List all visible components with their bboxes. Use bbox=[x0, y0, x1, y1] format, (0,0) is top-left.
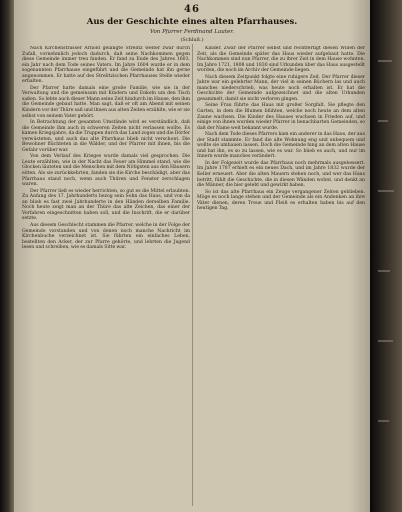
adjacent-text-fragment bbox=[378, 270, 390, 272]
article-subnote: (Schluß.) bbox=[180, 37, 204, 43]
adjacent-text-fragment bbox=[378, 340, 393, 342]
column-divider bbox=[192, 44, 193, 506]
text-column-right bbox=[197, 46, 365, 506]
article-byline: Von Pfarrer Ferdinand Lauter. bbox=[150, 29, 234, 35]
paragraph: Der Pfarrer hatte damals eine große Familie, wie sie in der Verwaltung und die gemeinsam mit Kindern und Enkeln um den Tisch saßen. So lebte auch dieser Mann seine Zeit hindurch im Hause, den ihm die Gemeinde gebaut hatte. Man sagt, daß er oft am Abend mit seinen Kindern vor der Thüre saß und ihnen aus alten Zeiten erzählte, wie er sie selbst von seinem Vater gehört. bbox=[22, 85, 190, 119]
book-binding-edge bbox=[0, 0, 14, 512]
paragraph: Kinder. Zwar der Pfarrer selbst und rechtfertigt diesen Willen der Zeit, als die Gemeinde später das Haus wieder aufgebaut hatte. Die Nachkommen sind nun Pfarrer, die zu ihrer Zeit in dem Hause wohnten. Im Jahre 1721, 1808 und 1830 sind Urkunden über das Haus ausgestellt worden, die noch im Archiv der Gemeinde liegen. bbox=[197, 46, 365, 74]
paragraph: Der Pfarrer ließ es wieder herrichten, so gut es die Mittel erlaubten. Zu Anfang des 17. Jahrhunderts bezog sein Sohn das Haus, und von da an blieb es fast zwei Jahrhunderte in den Händen derselben Familie. Noch heute zeigt man an der Thüre das alte Zeichen, das einer der Vorfahren eingeschnitten haben soll, und die Inschrift, die er darüber setzte. bbox=[22, 188, 190, 222]
paragraph: Seine Frau führte das Haus mit großer Sorgfalt. Sie pflegte den Garten, in dem die Blumen blühten, welche noch heute an dem alten Zaune wachsen. Die Kinder des Hauses wuchsen in Frieden auf, und einige von ihnen wurden wieder Pfarrer in benachbarten Gemeinden, so daß der Name weit bekannt wurde. bbox=[197, 103, 365, 131]
text-column-left bbox=[22, 46, 190, 506]
paragraph: Von dem Verlauf des Krieges wurde damals viel gesprochen. Die Leute erzählten, wie in der Nacht das Feuer am Himmel stand, wie die Glocken läuteten und die Menschen mit dem Nötigsten aus den Häusern eilten. Als sie zurückkehrten, fanden sie die Kirche beschädigt, aber das Pfarrhaus stand noch, wenn auch Thüren und Fenster zerschlagen waren. bbox=[22, 154, 190, 188]
paragraph: Nach diesem Zeitpunkt folgte eine ruhigere Zeit. Der Pfarrer dieser Jahre war ein gelehrter Mann, der viel in seinen Büchern las und auch manches niederschrieb, was heute noch erhalten ist. Er hat die Geschichte der Gemeinde aufgezeichnet und die alten Urkunden gesammelt, damit sie nicht verloren gingen. bbox=[197, 74, 365, 102]
adjacent-text-fragment bbox=[378, 190, 394, 192]
page-number: 46 bbox=[184, 4, 200, 15]
paragraph: In der Folgezeit wurde das Pfarrhaus noch mehrmals ausgebessert. Im Jahre 1787 erhielt es ein neues Dach, und im Jahre 1832 wurde der Keller erneuert. Aber die alten Mauern stehen noch, und wer das Haus betritt, fühlt die Geschichte, die in diesen Wänden wohnt, und denkt an die Männer, die hier gelebt und gewirkt haben. bbox=[197, 160, 365, 189]
paragraph: Nach dem Tode dieses Pfarrers kam ein anderer in das Haus, der aus der Stadt stammte. Er fand die alte Wohnung eng und unbequem und wollte sie umbauen lassen. Doch die Gemeinde hing an dem alten Hause und bat ihn, es so zu lassen, wie es war. So blieb es auch, und nur im Innern wurde manches verändert. bbox=[197, 132, 365, 160]
paragraph: Nach Kirchenstrasser Arnold gelangte Strelitz weiter zwar durch Zufall, vornehmlich jedoch dadurch, daß seine Nachkommen gegen diese Gemeinde immer treu fanden. Er fand zu Ende des Jahres 1603, ein Jahr nach dem Tode seines Vaters. Im Jahre 1604 wurde er in dem sogenannten Pfarrhause eingeführt und die Gemeinde hat ihn gerne angenommen. Er hatte auf des Strelitzischen Pfarrhauses Stelle wieder erhalten. bbox=[22, 46, 190, 85]
adjacent-text-fragment bbox=[378, 60, 392, 62]
paragraph: Aus diesem Geschlecht stammen die Pfarrer, welche in der Folge der Gemeinde vorstanden und von denen noch manche Nachricht im Kirchenbuche verzeichnet ist. Sie führten ein einfaches Leben, bestellten den Acker, der zur Pfarre gehörte, und lehrten die Jugend lesen und schreiben, wie es damals Sitte war. bbox=[22, 222, 190, 251]
article-title: Aus der Geschichte eines alten Pfarrhauses. bbox=[86, 17, 298, 27]
adjacent-text-fragment bbox=[378, 420, 389, 422]
adjacent-page-edge bbox=[370, 0, 402, 512]
adjacent-text-fragment bbox=[378, 120, 388, 122]
paragraph: In Betrachtung der gesamten Umstände wird es verständlich, daß die Gemeinde ihm auch in schweren Zeiten nicht verlassen wollte. Es kamen Kriegsjahre, da die Truppen durch das Land zogen und die Dörfer verwüsteten, und auch das alte Pfarrhaus blieb nicht verschont. Die Bewohner flüchteten in die Wälder, und der Pfarrer mit ihnen, bis die Gefahr vorüber war. bbox=[22, 120, 190, 153]
scanned-page bbox=[14, 0, 370, 512]
paragraph: So ist das alte Pfarrhaus ein Zeuge vergangener Zeiten geblieben. Möge es noch lange stehen und der Gemeinde als ein Andenken an ihre Väter dienen, deren Treue und Fleiß es erhalten haben bis auf den heutigen Tag. bbox=[197, 189, 365, 212]
